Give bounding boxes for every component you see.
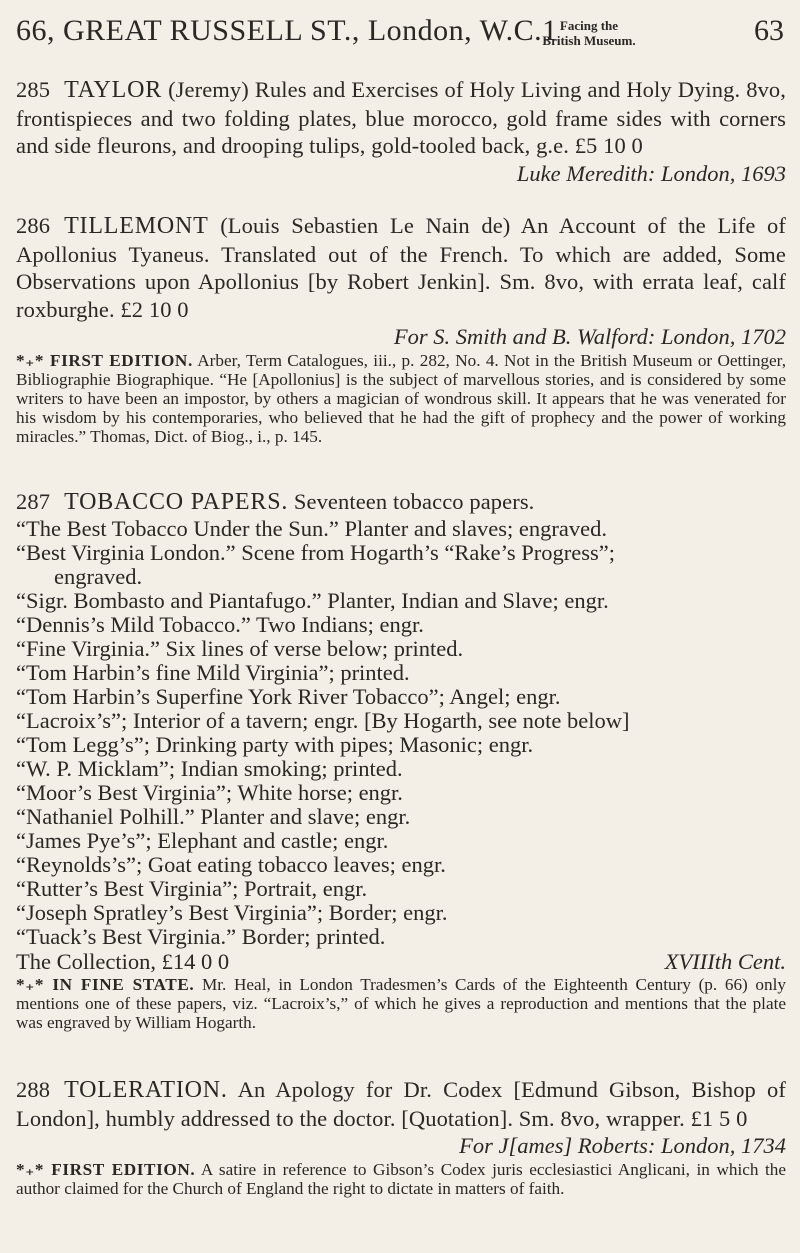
entry-heading: TAYLOR xyxy=(64,77,163,103)
list-item: “Lacroix’s”; Interior of a tavern; engr. [By Hogarth, see note below] xyxy=(16,707,630,733)
list-item: “W. P. Micklam”; Indian smoking; printed. xyxy=(16,755,403,781)
note-lead: *₊* FIRST EDITION. xyxy=(16,350,193,370)
entry-note xyxy=(16,975,786,1032)
entry-heading: TILLEMONT xyxy=(64,213,209,239)
entry-text: (Louis Sebastien Le Nain de) An Account of the Life of Apollonius Tyaneus. Translated out of the French. To which are added, Some Observations upon Apollonius [by Robert Jenkin]. Sm. 8vo, with errata leaf, calf roxburghe. £2 10 0 xyxy=(16,213,786,322)
entry-288-description xyxy=(16,1076,786,1132)
list-item: “Tuack’s Best Virginia.” Border; printed. xyxy=(16,923,386,949)
list-item: “Rutter’s Best Virginia”; Portrait, engr. xyxy=(16,875,368,901)
note-lead: *₊* IN FINE STATE. xyxy=(16,974,195,994)
entry-number: 286 xyxy=(16,213,51,238)
list-item: “Dennis’s Mild Tobacco.” Two Indians; engr. xyxy=(16,611,424,637)
list-item: “Tom Harbin’s fine Mild Virginia”; printed. xyxy=(16,659,410,685)
facing-museum-note xyxy=(524,18,654,48)
entry-286-description xyxy=(16,212,786,323)
entry-286 xyxy=(16,212,786,446)
list-item: “Sigr. Bombasto and Piantafugo.” Planter, Indian and Slave; engr. xyxy=(16,587,609,613)
entry-288 xyxy=(16,1076,786,1198)
entry-number: 285 xyxy=(16,77,51,102)
note-lead: *₊* FIRST EDITION. xyxy=(16,1159,196,1179)
collection-price-line xyxy=(16,949,786,975)
tobacco-paper-list xyxy=(16,517,786,949)
entry-imprint: For S. Smith and B. Walford: London, 1702 xyxy=(393,324,786,349)
list-item: “Joseph Spratley’s Best Virginia”; Border; engr. xyxy=(16,899,448,925)
entry-number: 287 xyxy=(16,489,51,514)
entry-note xyxy=(16,351,786,446)
entry-imprint: For J[ames] Roberts: London, 1734 xyxy=(459,1133,786,1158)
list-item: “Tom Harbin’s Superfine York River Tobacco”; Angel; engr. xyxy=(16,683,561,709)
list-item: “Fine Virginia.” Six lines of verse below; printed. xyxy=(16,635,464,661)
facing-line-1: Facing the xyxy=(559,18,619,33)
entry-heading: TOBACCO PAPERS. xyxy=(64,489,289,515)
entry-285-description xyxy=(16,76,786,160)
note-text: Mr. Heal, in London Tradesmen’s Cards of the Eighteenth Century (p. 66) only mentions one of these papers, viz. “Lacroix’s,” of which he gives a reproduction and mentions that the plate was engraved by William Hogarth. xyxy=(16,974,786,1032)
list-item: engraved. xyxy=(54,563,143,589)
note-text: Arber, Term Catalogues, iii., p. 282, No. 4. Not in the British Museum or Oettinger, Bibliographie Biographique. “He [Apollonius] is the subject of marvellous stories, and is considered by some writers to have been an impostor, by others a magician of wondrous skill. It appears that he was venerated for his wisdom by his contemporaries, who believed that he had the gift of prophecy and the power of working miracles.” Thomas, Dict. of Biog., i., p. 145. xyxy=(16,350,786,446)
collection-price: The Collection, £14 0 0 xyxy=(16,948,230,974)
entry-285 xyxy=(16,76,786,187)
running-head: 66, GREAT RUSSELL ST., London, W.C.1 xyxy=(16,14,558,47)
list-item: “Best Virginia London.” Scene from Hogarth’s “Rake’s Progress”; xyxy=(16,539,615,565)
entry-text: (Jeremy) Rules and Exercises of Holy Living and Holy Dying. 8vo, frontispieces and two folding plates, blue morocco, gold frame sides with corners and side fleurons, and drooping tulips, gold-tooled back, g.e. £5 10 0 xyxy=(16,77,786,158)
entry-287 xyxy=(16,488,786,1032)
list-item: “Nathaniel Polhill.” Planter and slave; engr. xyxy=(16,803,411,829)
entry-note xyxy=(16,1160,786,1198)
entry-text: An Apology for Dr. Codex [Edmund Gibson, Bishop of London], humbly addressed to the doctor. [Quotation]. Sm. 8vo, wrapper. £1 5 0 xyxy=(16,1077,786,1131)
entry-text: Seventeen tobacco papers. xyxy=(288,489,535,514)
facing-line-2: British Museum. xyxy=(542,33,636,48)
page-number: 63 xyxy=(754,14,784,47)
list-item: “Reynolds’s”; Goat eating tobacco leaves; engr. xyxy=(16,851,446,877)
entry-imprint: Luke Meredith: London, 1693 xyxy=(516,160,786,186)
century-label: XVIIIth Cent. xyxy=(664,948,786,974)
entry-287-description xyxy=(16,488,786,517)
page-header xyxy=(16,14,786,58)
list-item: “Tom Legg’s”; Drinking party with pipes; Masonic; engr. xyxy=(16,731,534,757)
entry-heading: TOLERATION. xyxy=(64,1077,228,1103)
entry-number: 288 xyxy=(16,1077,51,1102)
list-item: “Moor’s Best Virginia”; White horse; engr. xyxy=(16,779,403,805)
list-item: “The Best Tobacco Under the Sun.” Planter and slaves; engraved. xyxy=(16,515,607,541)
note-text: A satire in reference to Gibson’s Codex juris ecclesiastici Anglicani, in which the author claimed for the Church of England the right to dictate in matters of faith. xyxy=(16,1159,787,1198)
list-item: “James Pye’s”; Elephant and castle; engr. xyxy=(16,827,389,853)
